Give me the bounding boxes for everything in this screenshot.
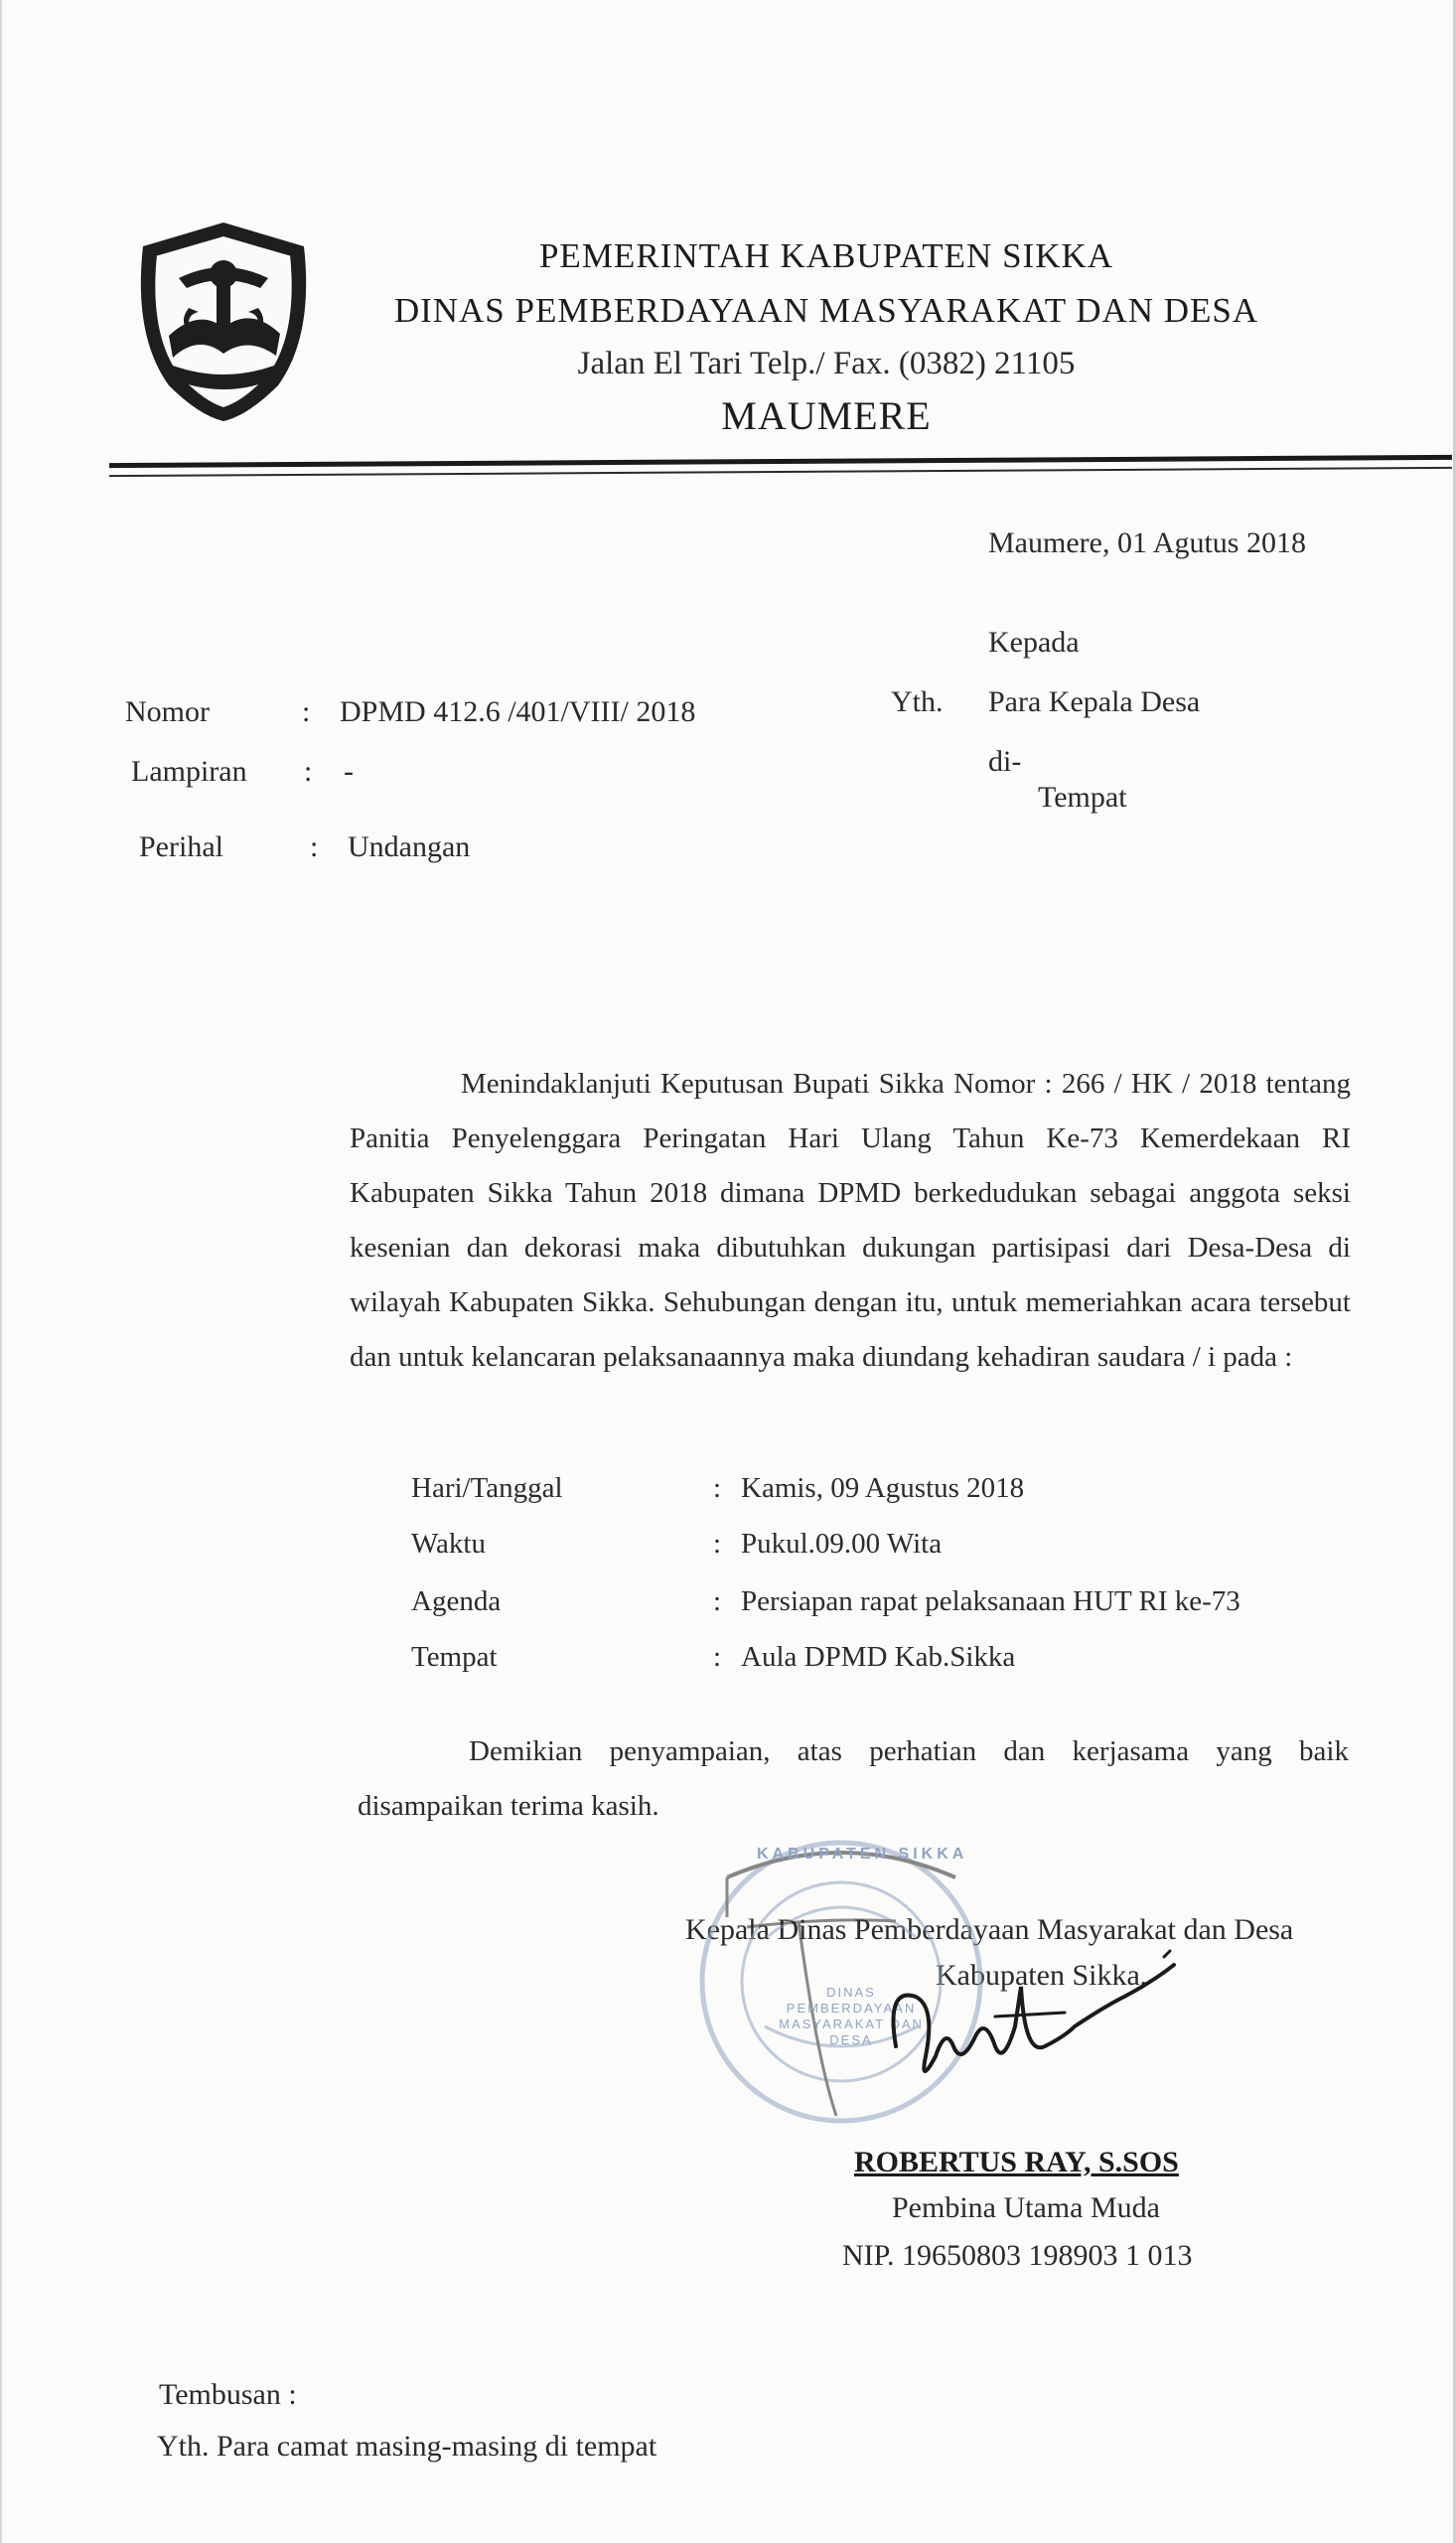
detail-colon: : xyxy=(713,1528,722,1560)
nomor-label: Nomor xyxy=(125,695,210,728)
recipient-tempat: Tempat xyxy=(1038,781,1127,814)
detail-label-agenda: Agenda xyxy=(411,1585,502,1617)
stamp-center-text: DINAS PEMBERDAYAAN MASYARAKAT DAN DESA xyxy=(779,1985,924,2047)
detail-colon: : xyxy=(713,1472,722,1504)
signatory-region: Kabupaten Sikka, xyxy=(936,1959,1148,1992)
closing-paragraph-text: Demikian penyampaian, atas perhatian dan kerjasama yang baik disampaikan terima kasih. xyxy=(358,1735,1349,1822)
letterhead-city: MAUMERE xyxy=(721,393,932,438)
perihal-colon: : xyxy=(310,830,319,863)
perihal-value: Undangan xyxy=(348,830,471,863)
detail-value-place: Aula DPMD Kab.Sikka xyxy=(741,1641,1016,1673)
regency-coat-of-arms-icon xyxy=(129,217,318,425)
detail-colon: : xyxy=(713,1641,722,1673)
tembusan-label: Tembusan : xyxy=(159,2378,297,2411)
handwritten-signature xyxy=(876,1947,1194,2096)
nomor-value: DPMD 412.6 /401/VIII/ 2018 xyxy=(340,695,696,728)
recipient-name: Para Kepala Desa xyxy=(988,685,1201,718)
stamp-ring-text: KABUPATEN SIKKA xyxy=(757,1846,968,1863)
letterhead-divider-thick xyxy=(109,455,1452,468)
body-paragraph-text: Menindaklanjuti Keputusan Bupati Sikka Nomor : 266 / HK / 2018 tentang Panitia Penyelenggara Peringatan Hari Ulang Tahun Ke-73 Kemerdekaan RI Kabupaten Sikka Tahun 2018 dimana DPMD berkedudukan sebagai anggota seksi kesenian dan dekorasi maka dibutuhkan dukungan partisipasi dari Desa-Desa di wilayah Kabupaten Sikka. Sehubungan dengan itu, untuk memeriahkan acara tersebut dan untuk kelancaran pelaksanaannya maka diundang kehadiran saudara / i pada : xyxy=(350,1068,1351,1373)
signatory-title: Kepala Dinas Pemberdayaan Masyarakat dan Desa xyxy=(685,1913,1294,1946)
detail-value-agenda: Persiapan rapat pelaksanaan HUT RI ke-73 xyxy=(741,1585,1240,1617)
detail-value-date: Kamis, 09 Agustus 2018 xyxy=(741,1472,1025,1504)
tembusan-line: Yth. Para camat masing-masing di tempat xyxy=(157,2430,657,2463)
body-paragraph xyxy=(350,1057,1351,1385)
letterhead-agency: DINAS PEMBERDAYAAN MASYARAKAT DAN DESA xyxy=(393,291,1259,330)
recipient-kepada: Kepada xyxy=(988,626,1080,659)
detail-label-place: Tempat xyxy=(411,1641,498,1673)
letterhead-address: Jalan El Tari Telp./ Fax. (0382) 21105 xyxy=(577,346,1076,381)
lampiran-colon: : xyxy=(304,755,313,788)
perihal-label: Perihal xyxy=(139,830,223,863)
detail-colon: : xyxy=(713,1585,722,1617)
signatory-nip: NIP. 19650803 198903 1 013 xyxy=(842,2239,1193,2272)
signatory-name-text: ROBERTUS RAY, S.SOS xyxy=(854,2146,1179,2178)
recipient-yth: Yth. xyxy=(891,685,944,718)
detail-label-time: Waktu xyxy=(411,1528,486,1560)
letterhead-divider-thin xyxy=(109,467,1452,477)
signatory-name xyxy=(854,2146,1179,2179)
letter-date: Maumere, 01 Agutus 2018 xyxy=(988,526,1306,559)
recipient-di: di- xyxy=(988,745,1022,778)
lampiran-value: - xyxy=(344,755,354,788)
detail-label-date: Hari/Tanggal xyxy=(411,1472,563,1504)
signatory-rank: Pembina Utama Muda xyxy=(892,2191,1160,2224)
lampiran-label: Lampiran xyxy=(131,755,247,788)
letterhead-government: PEMERINTAH KABUPATEN SIKKA xyxy=(538,236,1114,275)
detail-value-time: Pukul.09.00 Wita xyxy=(741,1528,943,1560)
nomor-colon: : xyxy=(302,695,311,728)
